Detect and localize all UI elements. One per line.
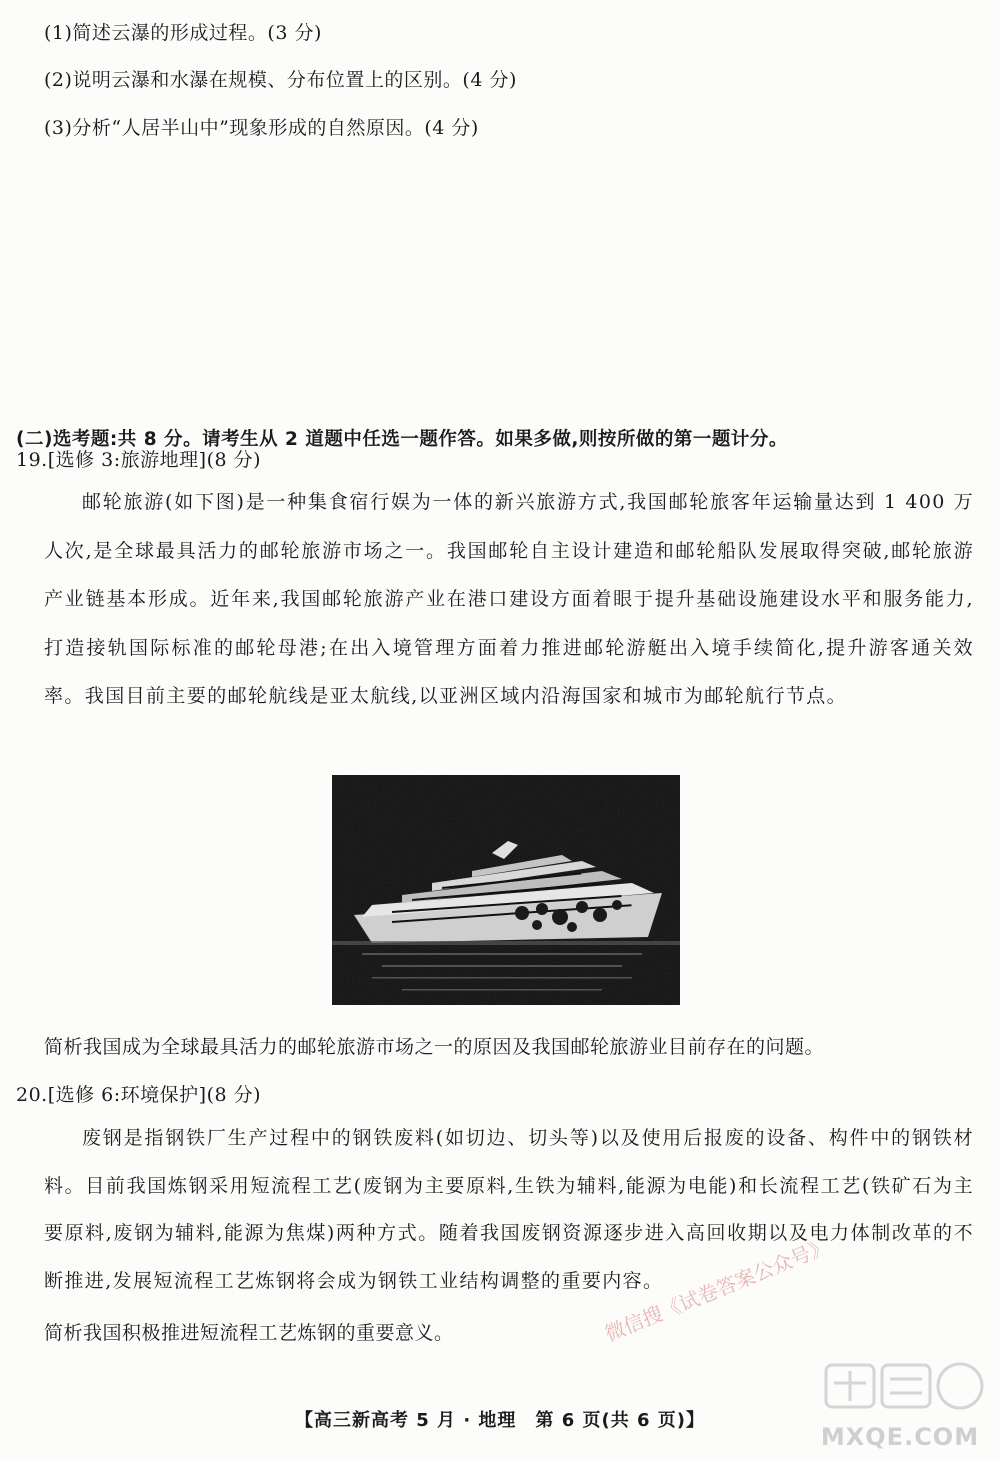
cruise-ship-illustration	[332, 775, 680, 1005]
cruise-ship-photo	[332, 775, 680, 1005]
question-19-paragraph: 邮轮旅游(如下图)是一种集食宿行娱为一体的新兴旅游方式,我国邮轮旅客年运输量达到 1 400 万人次,是全球最具活力的邮轮旅游市场之一。我国邮轮自主设计建造和邮轮船队发展取得突破,邮轮旅游产业链基本形成。近年来,我国邮轮旅游产业在港口建设方面着眼于提升基础设施建设水平和服务能力,打造接轨国际标准的邮轮母港;在出入境管理方面着力推进邮轮游艇出入境手续简化,提升游客通关效率。我国目前主要的邮轮航线是亚太航线,以亚洲区域内沿海国家和城市为邮轮航行节点。	[44, 491, 974, 707]
question-18-part-3: (3)分析“人居半山中”现象形成的自然原因。(4 分)	[44, 117, 479, 139]
question-19-title: 19.[选修 3:旅游地理](8 分)	[16, 449, 262, 471]
question-19-prompt: 简析我国成为全球最具活力的邮轮旅游市场之一的原因及我国邮轮旅游业目前存在的问题。	[44, 1036, 825, 1058]
question-20-title: 20.[选修 6:环境保护](8 分)	[16, 1084, 262, 1106]
question-18-part-1: (1)简述云瀑的形成过程。(3 分)	[44, 22, 322, 44]
section-2-heading: (二)选考题:共 8 分。请考生从 2 道题中任选一题作答。如果多做,则按所做的第一题计分。	[16, 429, 788, 450]
question-20-prompt: 简析我国积极推进短流程工艺炼钢的重要意义。	[44, 1322, 454, 1344]
watermark-stamp: 微信搜《试卷答案公众号》	[601, 1233, 834, 1346]
page-footer: 【高三新高考 5 月 · 地理 第 6 页(共 6 页)】	[295, 1410, 705, 1431]
question-20-paragraph: 废钢是指钢铁厂生产过程中的钢铁废料(如切边、切头等)以及使用后报废的设备、构件中的钢铁材料。目前我国炼钢采用短流程工艺(废钢为主要原料,生铁为辅料,能源为电能)和长流程工艺(铁矿石为主要原料,废钢为辅料,能源为焦煤)两种方式。随着我国废钢资源逐步进入高回收期以及电力体制改革的不断推进,发展短流程工艺炼钢将会成为钢铁工业结构调整的重要内容。	[44, 1127, 974, 1292]
site-logo	[812, 1355, 987, 1455]
question-18-part-2: (2)说明云瀑和水瀑在规模、分布位置上的区别。(4 分)	[44, 69, 517, 91]
svg-text:MXQE.COM: MXQE.COM	[820, 1423, 980, 1451]
